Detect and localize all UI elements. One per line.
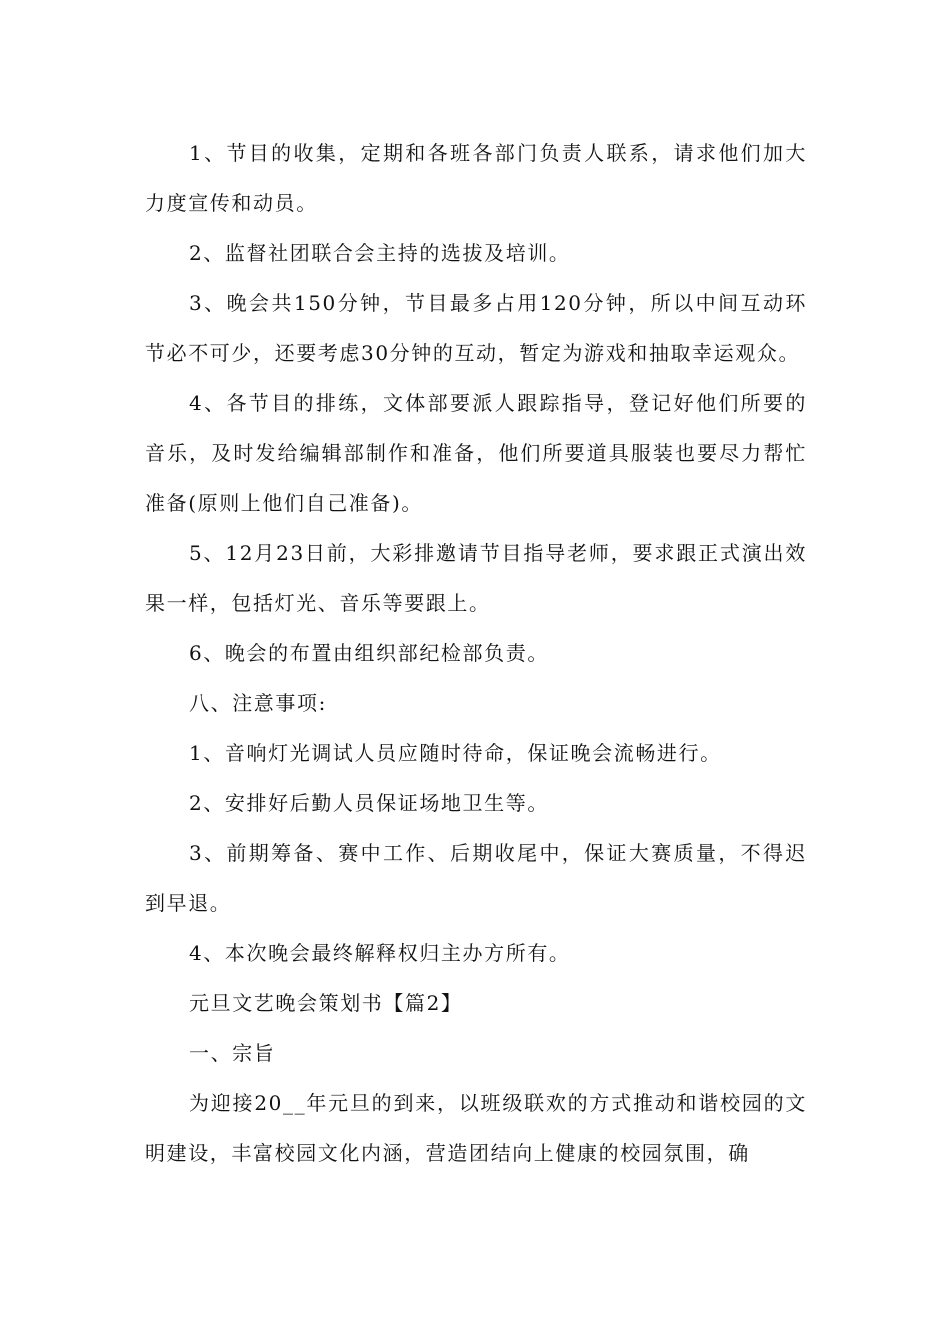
paragraph-sound-lighting: 1、音响灯光调试人员应随时待命，保证晚会流畅进行。 xyxy=(189,741,722,765)
paragraph-quality: 3、前期筹备、赛中工作、后期收尾中，保证大赛质量，不得迟到早退。 xyxy=(145,841,807,915)
section-heading-purpose: 一、宗旨 xyxy=(189,1041,276,1065)
section-heading-notes: 八、注意事项: xyxy=(189,691,327,715)
document-title-part2: 元旦文艺晚会策划书【篇2】 xyxy=(189,991,463,1015)
paragraph-program-collection: 1、节目的收集，定期和各班各部门负责人联系，请求他们加大力度宣传和动员。 xyxy=(145,141,807,215)
paragraph-show-duration: 3、晚会共150分钟，节目最多占用120分钟，所以中间互动环节必不可少，还要考虑30分钟的互动，暂定为游戏和抽取幸运观众。 xyxy=(145,291,807,365)
paragraph-dress-rehearsal: 5、12月23日前，大彩排邀请节目指导老师，要求跟正式演出效果一样，包括灯光、音乐等要跟上。 xyxy=(145,541,807,615)
paragraph-purpose: 为迎接20__年元旦的到来，以班级联欢的方式推动和谐校园的文明建设，丰富校园文化内涵，营造团结向上健康的校园氛围，确 xyxy=(145,1091,807,1165)
paragraph-logistics: 2、安排好后勤人员保证场地卫生等。 xyxy=(189,791,549,815)
paragraph-rehearsal: 4、各节目的排练，文体部要派人跟踪指导，登记好他们所要的音乐，及时发给编辑部制作和准备，他们所要道具服装也要尽力帮忙准备(原则上他们自己准备)。 xyxy=(145,391,807,515)
paragraph-host-selection: 2、监督社团联合会主持的选拔及培训。 xyxy=(189,241,571,265)
paragraph-venue-setup: 6、晚会的布置由组织部纪检部负责。 xyxy=(189,641,549,665)
paragraph-interpretation-right: 4、本次晚会最终解释权归主办方所有。 xyxy=(189,941,571,965)
document-body xyxy=(145,128,807,1178)
